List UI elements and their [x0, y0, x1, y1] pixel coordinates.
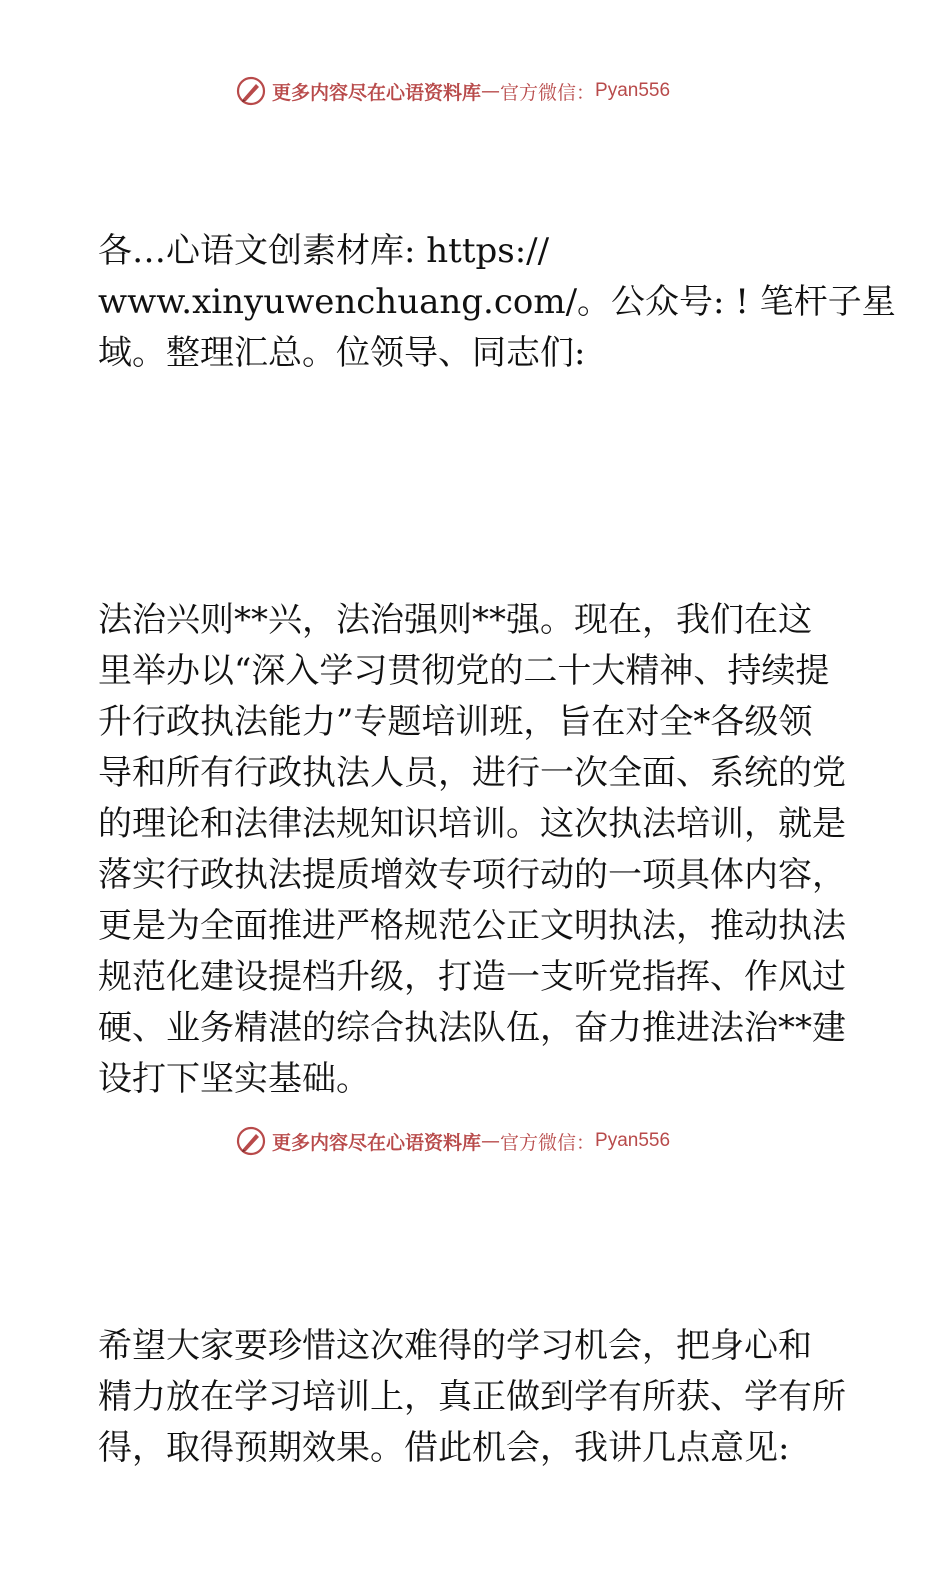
text-line: 设打下坚实基础。: [98, 1059, 370, 1099]
banner-separator: —: [481, 80, 501, 102]
paragraph-expectations: [98, 1219, 868, 1576]
text-line: 升行政执法能力”专题培训班，旨在对全*各级领: [98, 702, 813, 742]
banner-separator: —: [481, 1130, 501, 1152]
text-line: 法治兴则**兴，法治强则**强。现在，我们在这: [98, 600, 812, 640]
banner-wechat-id: Pyan556: [595, 1130, 671, 1151]
text-line: 规范化建设提档升级，打造一支听党指挥、作风过: [98, 957, 846, 997]
header-banner: [236, 74, 670, 108]
banner-wechat-label: 官方微信：: [500, 1131, 596, 1154]
pen-logo-icon: [236, 1126, 266, 1156]
text-line: 硬、业务精湛的综合执法队伍，奋力推进法治**建: [98, 1008, 846, 1048]
text-line: 落实行政执法提质增效专项行动的一项具体内容，: [98, 855, 846, 895]
banner-text: 更多内容尽在心语资料库: [272, 1131, 482, 1154]
text-line: 希望大家要珍惜这次难得的学习机会，把身心和: [98, 1326, 812, 1366]
pen-logo-icon: [236, 76, 266, 106]
text-line: 更是为全面推进严格规范公正文明执法，推动执法: [98, 906, 846, 946]
document-body: [98, 124, 896, 1588]
text-line: 的理论和法律法规知识培训。这次执法培训，就是: [98, 804, 846, 844]
footer-banner: [236, 1124, 670, 1158]
paragraph-rule-of-law: [98, 493, 868, 1207]
banner-wechat-id: Pyan556: [595, 80, 671, 101]
banner-wechat-label: 官方微信：: [500, 81, 596, 104]
paragraph-intro: [98, 124, 896, 481]
text-line: www.xinyuwenchuang.com/。公众号: ! 笔杆子星: [98, 282, 896, 322]
banner-text: 更多内容尽在心语资料库: [272, 81, 482, 104]
text-line: 导和所有行政执法人员，进行一次全面、系统的党: [98, 753, 846, 793]
text-line: 各…心语文创素材库: https://: [98, 231, 550, 271]
text-line: 得，取得预期效果。借此机会，我讲几点意见:: [98, 1428, 790, 1468]
text-line: 里举办以“深入学习贯彻党的二十大精神、持续提: [98, 651, 830, 691]
text-line: 域。整理汇总。位领导、同志们:: [98, 333, 586, 373]
text-line: 精力放在学习培训上，真正做到学有所获、学有所: [98, 1377, 846, 1417]
